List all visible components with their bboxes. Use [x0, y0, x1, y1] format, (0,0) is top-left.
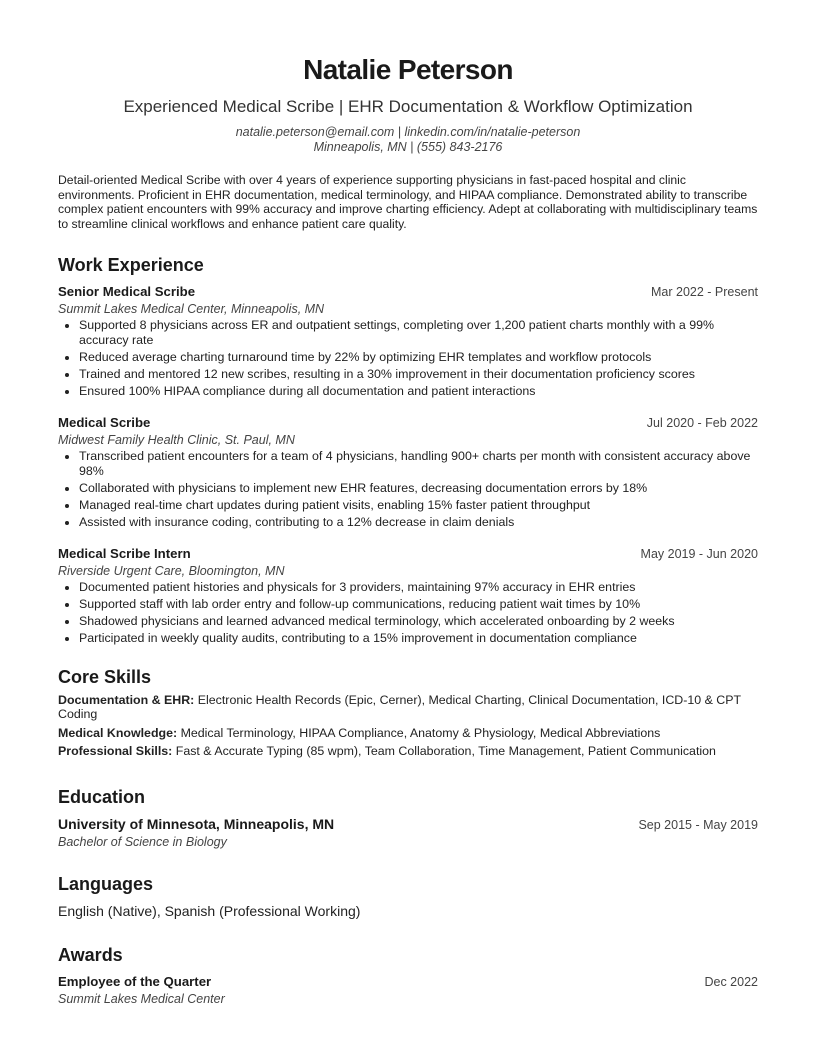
education-section	[58, 786, 758, 851]
contact-line-email-linkedin: natalie.peterson@email.com | linkedin.com/in/natalie-peterson	[235, 125, 581, 139]
list-item: • Supported staff with lab order entry and follow-up communications, reducing patient wait times by 10%	[79, 597, 758, 612]
award-date: Dec 2022	[704, 974, 758, 989]
job-date: Jul 2020 - Feb 2022	[646, 416, 758, 430]
awards-section	[58, 944, 758, 1008]
candidate-name: Natalie Peterson	[303, 54, 513, 85]
job-title: Medical Scribe Intern	[58, 546, 191, 561]
professional-summary: Detail-oriented Medical Scribe with over 4 years of experience supporting physicians in fast-paced hospital and clinic environments. Proficient in EHR documentation, medical terminology, and HIPAA compliance. Demonstrated ability to transcribe complex patient encounters with 99% accuracy and improve charting efficiency. Adept at collaborating with multidisciplinary teams to streamline clinical workflows and enhance patient care quality.	[58, 173, 758, 231]
list-item: • Participated in weekly quality audits, contributing to a 15% improvement in documentation compliance	[79, 631, 758, 646]
skill-group-text: Medical Terminology, HIPAA Compliance, Anatomy & Physiology, Medical Abbreviations	[180, 725, 661, 740]
section-title-awards: Awards	[58, 944, 123, 965]
languages-text: English (Native), Spanish (Professional Working)	[58, 902, 361, 919]
skill-group	[58, 726, 758, 741]
skill-group	[58, 744, 758, 759]
job-entry	[58, 414, 758, 529]
list-item: • Managed real-time chart updates during patient visits, enabling 15% faster patient throughput	[79, 498, 758, 513]
job-entry	[58, 283, 758, 398]
section-title-education: Education	[58, 786, 146, 807]
core-skills-section	[58, 666, 758, 759]
list-item: • Documented patient histories and physicals for 3 providers, maintaining 97% accuracy in EHR entries	[79, 580, 758, 595]
job-entry	[58, 545, 758, 646]
list-item: • Transcribed patient encounters for a team of 4 physicians, handling 900+ charts per month with consistent accuracy above 98%	[79, 449, 758, 478]
list-item: • Reduced average charting turnaround time by 22% by optimizing EHR templates and workflow protocols	[79, 350, 758, 365]
job-title: Medical Scribe	[58, 415, 151, 430]
list-item: • Ensured 100% HIPAA compliance during all documentation and patient interactions	[79, 384, 758, 399]
job-date: Mar 2022 - Present	[651, 285, 758, 299]
skill-group-label: Professional Skills:	[58, 744, 173, 758]
work-experience-section	[58, 254, 758, 646]
school-name: University of Minnesota, Minneapolis, MN	[58, 815, 335, 832]
contact-line-location-phone: Minneapolis, MN | (555) 843-2176	[313, 140, 503, 154]
skill-group-text: Fast & Accurate Typing (85 wpm), Team Collaboration, Time Management, Patient Communication	[175, 744, 716, 758]
job-bullets	[58, 580, 758, 646]
skill-group	[58, 693, 758, 722]
list-item: • Assisted with insurance coding, contributing to a 12% decrease in claim denials	[79, 515, 758, 530]
education-date: Sep 2015 - May 2019	[638, 817, 758, 832]
job-title: Senior Medical Scribe	[58, 284, 196, 299]
section-title-work-experience: Work Experience	[58, 255, 204, 275]
job-organization: Summit Lakes Medical Center, Minneapolis, MN	[58, 302, 325, 316]
headline: Experienced Medical Scribe | EHR Documentation & Workflow Optimization	[123, 97, 693, 116]
section-title-languages: Languages	[58, 873, 154, 894]
award-title: Employee of the Quarter	[58, 973, 212, 989]
degree: Bachelor of Science in Biology	[58, 834, 227, 849]
list-item: • Shadowed physicians and learned advanced medical terminology, which accelerated onboarding by 2 weeks	[79, 614, 758, 629]
list-item: • Collaborated with physicians to implement new EHR features, decreasing documentation errors by 18%	[79, 481, 758, 496]
job-organization: Riverside Urgent Care, Bloomington, MN	[58, 564, 285, 578]
skill-group-label: Documentation & EHR:	[58, 692, 195, 707]
skill-group-text: Electronic Health Records (Epic, Cerner), Medical Charting, Clinical Documentation, ICD-10 & CPT Coding	[58, 692, 741, 721]
award-entry	[58, 973, 758, 1008]
section-title-core-skills: Core Skills	[58, 666, 152, 687]
job-bullets	[58, 449, 758, 529]
list-item: • Trained and mentored 12 new scribes, resulting in a 30% improvement in their documentation proficiency scores	[79, 367, 758, 382]
job-organization: Midwest Family Health Clinic, St. Paul, MN	[58, 433, 295, 447]
skill-group-label: Medical Knowledge:	[58, 725, 178, 740]
list-item: • Supported 8 physicians across ER and outpatient settings, completing over 1,200 patient charts monthly with a 99% accuracy rate	[79, 318, 758, 347]
job-date: May 2019 - Jun 2020	[640, 547, 758, 561]
languages-section	[58, 873, 758, 920]
award-organization: Summit Lakes Medical Center	[58, 991, 225, 1006]
job-bullets	[58, 318, 758, 398]
